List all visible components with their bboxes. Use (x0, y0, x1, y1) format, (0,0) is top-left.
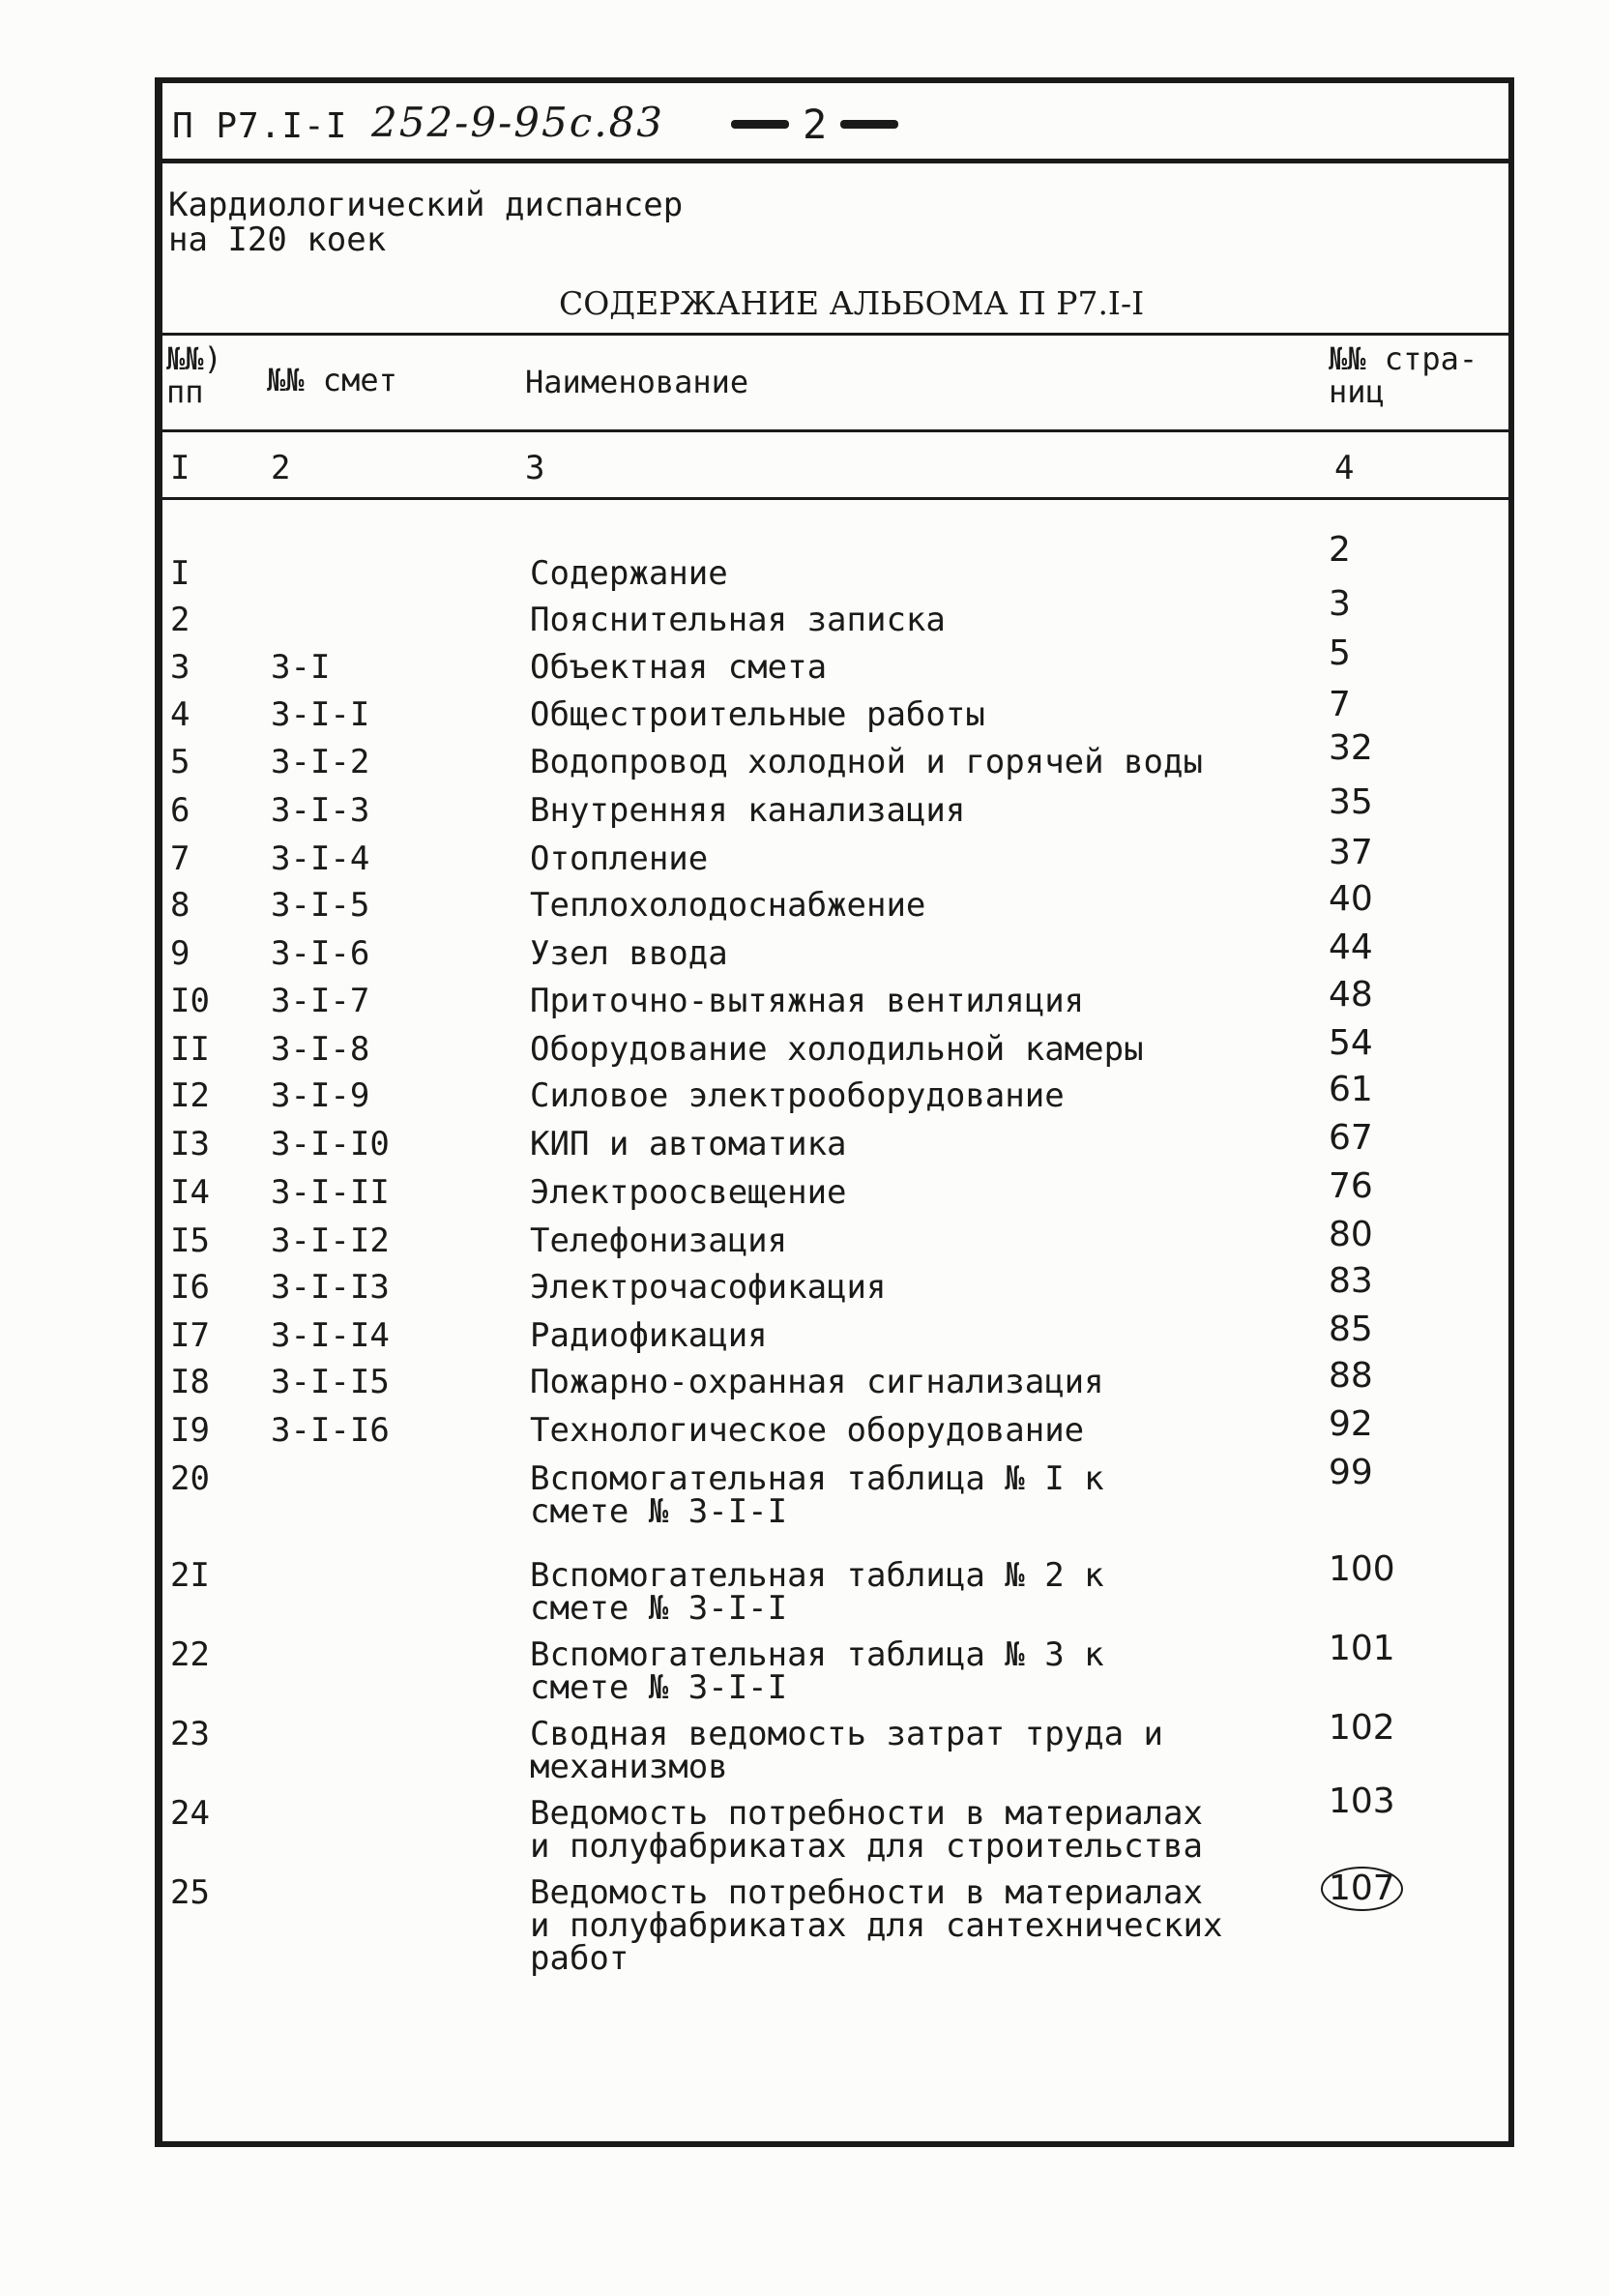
header-smet: №№ смет (267, 362, 397, 398)
row-number: 2I (170, 1556, 210, 1595)
column-number-3: 3 (525, 449, 545, 487)
item-name: Узел ввода (530, 934, 728, 973)
row-number: I8 (170, 1363, 210, 1401)
item-name: Общестроительные работы (530, 695, 985, 734)
item-name: Электроосвещение (530, 1173, 847, 1212)
item-name: Вспомогательная таблица № 3 к смете № 3-I-I (530, 1635, 1104, 1707)
page-number: 44 (1329, 927, 1373, 967)
header-name: Наименование (525, 364, 749, 400)
page-number: 32 (1329, 728, 1373, 768)
estimate-number: 3-I-I4 (271, 1316, 390, 1355)
page-number: 3 (1329, 584, 1351, 624)
item-name: Объектная смета (530, 648, 828, 687)
item-name: Телефонизация (530, 1222, 788, 1260)
row-number: 8 (170, 886, 190, 925)
row-number: 23 (170, 1715, 210, 1753)
row-number: 7 (170, 839, 190, 878)
page-number: 102 (1329, 1708, 1395, 1748)
row-number: I3 (170, 1125, 210, 1163)
row-number: 9 (170, 934, 190, 973)
item-name: Вспомогательная таблица № I к смете № 3-I-I (530, 1459, 1104, 1531)
page-number: 103 (1329, 1781, 1395, 1821)
estimate-number: 3-I-I (271, 695, 370, 734)
estimate-number: 3-I-6 (271, 934, 370, 973)
item-name: Электрочасофикация (530, 1268, 887, 1307)
estimate-number: 3-I-I6 (271, 1411, 390, 1450)
estimate-number: 3-I-7 (271, 982, 370, 1020)
sheet-number-value: 2 (803, 101, 828, 148)
estimate-number: 3-I-I0 (271, 1125, 390, 1163)
page-number: 80 (1329, 1215, 1373, 1254)
page-number: 2 (1329, 530, 1351, 570)
row-number: I2 (170, 1076, 210, 1115)
organization-line-1: Кардиологический диспансер (168, 186, 684, 224)
page-number: 35 (1329, 782, 1373, 822)
table-top-rule (162, 333, 1508, 336)
item-name: Оборудование холодильной камеры (530, 1030, 1144, 1069)
row-number: 3 (170, 648, 190, 687)
handwritten-reference: 252-9-95с.83 (371, 99, 665, 146)
page-number: 85 (1329, 1310, 1373, 1349)
page-number: 54 (1329, 1023, 1373, 1063)
dash-right (840, 120, 898, 129)
header-pp: №№) пп (166, 340, 222, 410)
estimate-number: 3-I-I3 (271, 1268, 390, 1307)
item-name: Внутренняя канализация (530, 791, 966, 830)
organization-line-2: на I20 коек (168, 221, 387, 259)
item-name: Сводная ведомость затрат труда и механизмов (530, 1715, 1164, 1786)
row-number: 24 (170, 1794, 210, 1833)
estimate-number: 3-I-9 (271, 1076, 370, 1115)
page-number: 88 (1329, 1356, 1373, 1396)
column-number-2: 2 (271, 449, 291, 487)
estimate-number: 3-I-II (271, 1173, 390, 1212)
item-name: Ведомость потребности в материалах и полуфабрикатах для сантехнических работ (530, 1873, 1223, 1978)
page-number: 100 (1329, 1549, 1395, 1589)
column-number-1: I (170, 449, 190, 487)
row-number: I6 (170, 1268, 210, 1307)
row-number: 20 (170, 1459, 210, 1498)
item-name: Теплохолодоснабжение (530, 886, 926, 925)
row-number: I0 (170, 982, 210, 1020)
row-number: II (170, 1030, 210, 1069)
album-title: СОДЕРЖАНИЕ АЛЬБОМА П Р7.I-I (559, 284, 1145, 322)
page-number: 40 (1329, 879, 1373, 919)
row-number: I7 (170, 1316, 210, 1355)
estimate-number: 3-I-2 (271, 743, 370, 781)
page-number: 48 (1329, 975, 1373, 1015)
estimate-number: 3-I-8 (271, 1030, 370, 1069)
row-number: I9 (170, 1411, 210, 1450)
estimate-number: 3-I-I2 (271, 1222, 390, 1260)
item-name: Технологическое оборудование (530, 1411, 1085, 1450)
page-number: 76 (1329, 1166, 1373, 1206)
item-name: Силовое электрооборудование (530, 1076, 1065, 1115)
row-number: 22 (170, 1635, 210, 1674)
item-name: Ведомость потребности в материалах и полуфабрикатах для строительства (530, 1794, 1203, 1866)
item-name: Приточно-вытяжная вентиляция (530, 982, 1085, 1020)
row-number: 25 (170, 1873, 210, 1912)
document-frame (155, 77, 1514, 2147)
item-name: Радиофикация (530, 1316, 768, 1355)
item-name: Водопровод холодной и горячей воды (530, 743, 1203, 781)
sheet-number (731, 101, 898, 148)
row-number: 5 (170, 743, 190, 781)
estimate-number: 3-I-I5 (271, 1363, 390, 1401)
item-name: Отопление (530, 839, 709, 878)
organization-block (168, 188, 683, 257)
page-number: 5 (1329, 633, 1351, 673)
item-name: Пожарно-охранная сигнализация (530, 1363, 1104, 1401)
album-code: П Р7.I-I (172, 106, 348, 146)
page-number: 83 (1329, 1261, 1373, 1301)
estimate-number: 3-I-5 (271, 886, 370, 925)
stamp-bar (162, 83, 1508, 163)
page-number: 92 (1329, 1404, 1373, 1444)
item-name: Вспомогательная таблица № 2 к смете № 3-I-I (530, 1556, 1104, 1628)
row-number: 2 (170, 601, 190, 639)
page-number: 7 (1329, 685, 1351, 724)
header-bottom-rule (162, 429, 1508, 432)
page-number: 107 (1321, 1867, 1403, 1911)
row-number: I (170, 554, 190, 593)
estimate-number: 3-I-3 (271, 791, 370, 830)
page-number: 99 (1329, 1453, 1373, 1492)
row-number: 6 (170, 791, 190, 830)
row-number: 4 (170, 695, 190, 734)
page-number: 61 (1329, 1070, 1373, 1109)
item-name: Пояснительная записка (530, 601, 946, 639)
page-number: 37 (1329, 833, 1373, 872)
page-number: 67 (1329, 1118, 1373, 1158)
column-number-4: 4 (1334, 449, 1355, 487)
dash-left (731, 120, 789, 129)
item-name: Содержание (530, 554, 728, 593)
header-pages: №№ стра- ниц (1329, 340, 1478, 410)
column-numbers-rule (162, 497, 1508, 500)
row-number: I4 (170, 1173, 210, 1212)
estimate-number: 3-I-4 (271, 839, 370, 878)
page-number: 101 (1329, 1629, 1395, 1668)
row-number: I5 (170, 1222, 210, 1260)
estimate-number: 3-I (271, 648, 331, 687)
item-name: КИП и автоматика (530, 1125, 847, 1163)
